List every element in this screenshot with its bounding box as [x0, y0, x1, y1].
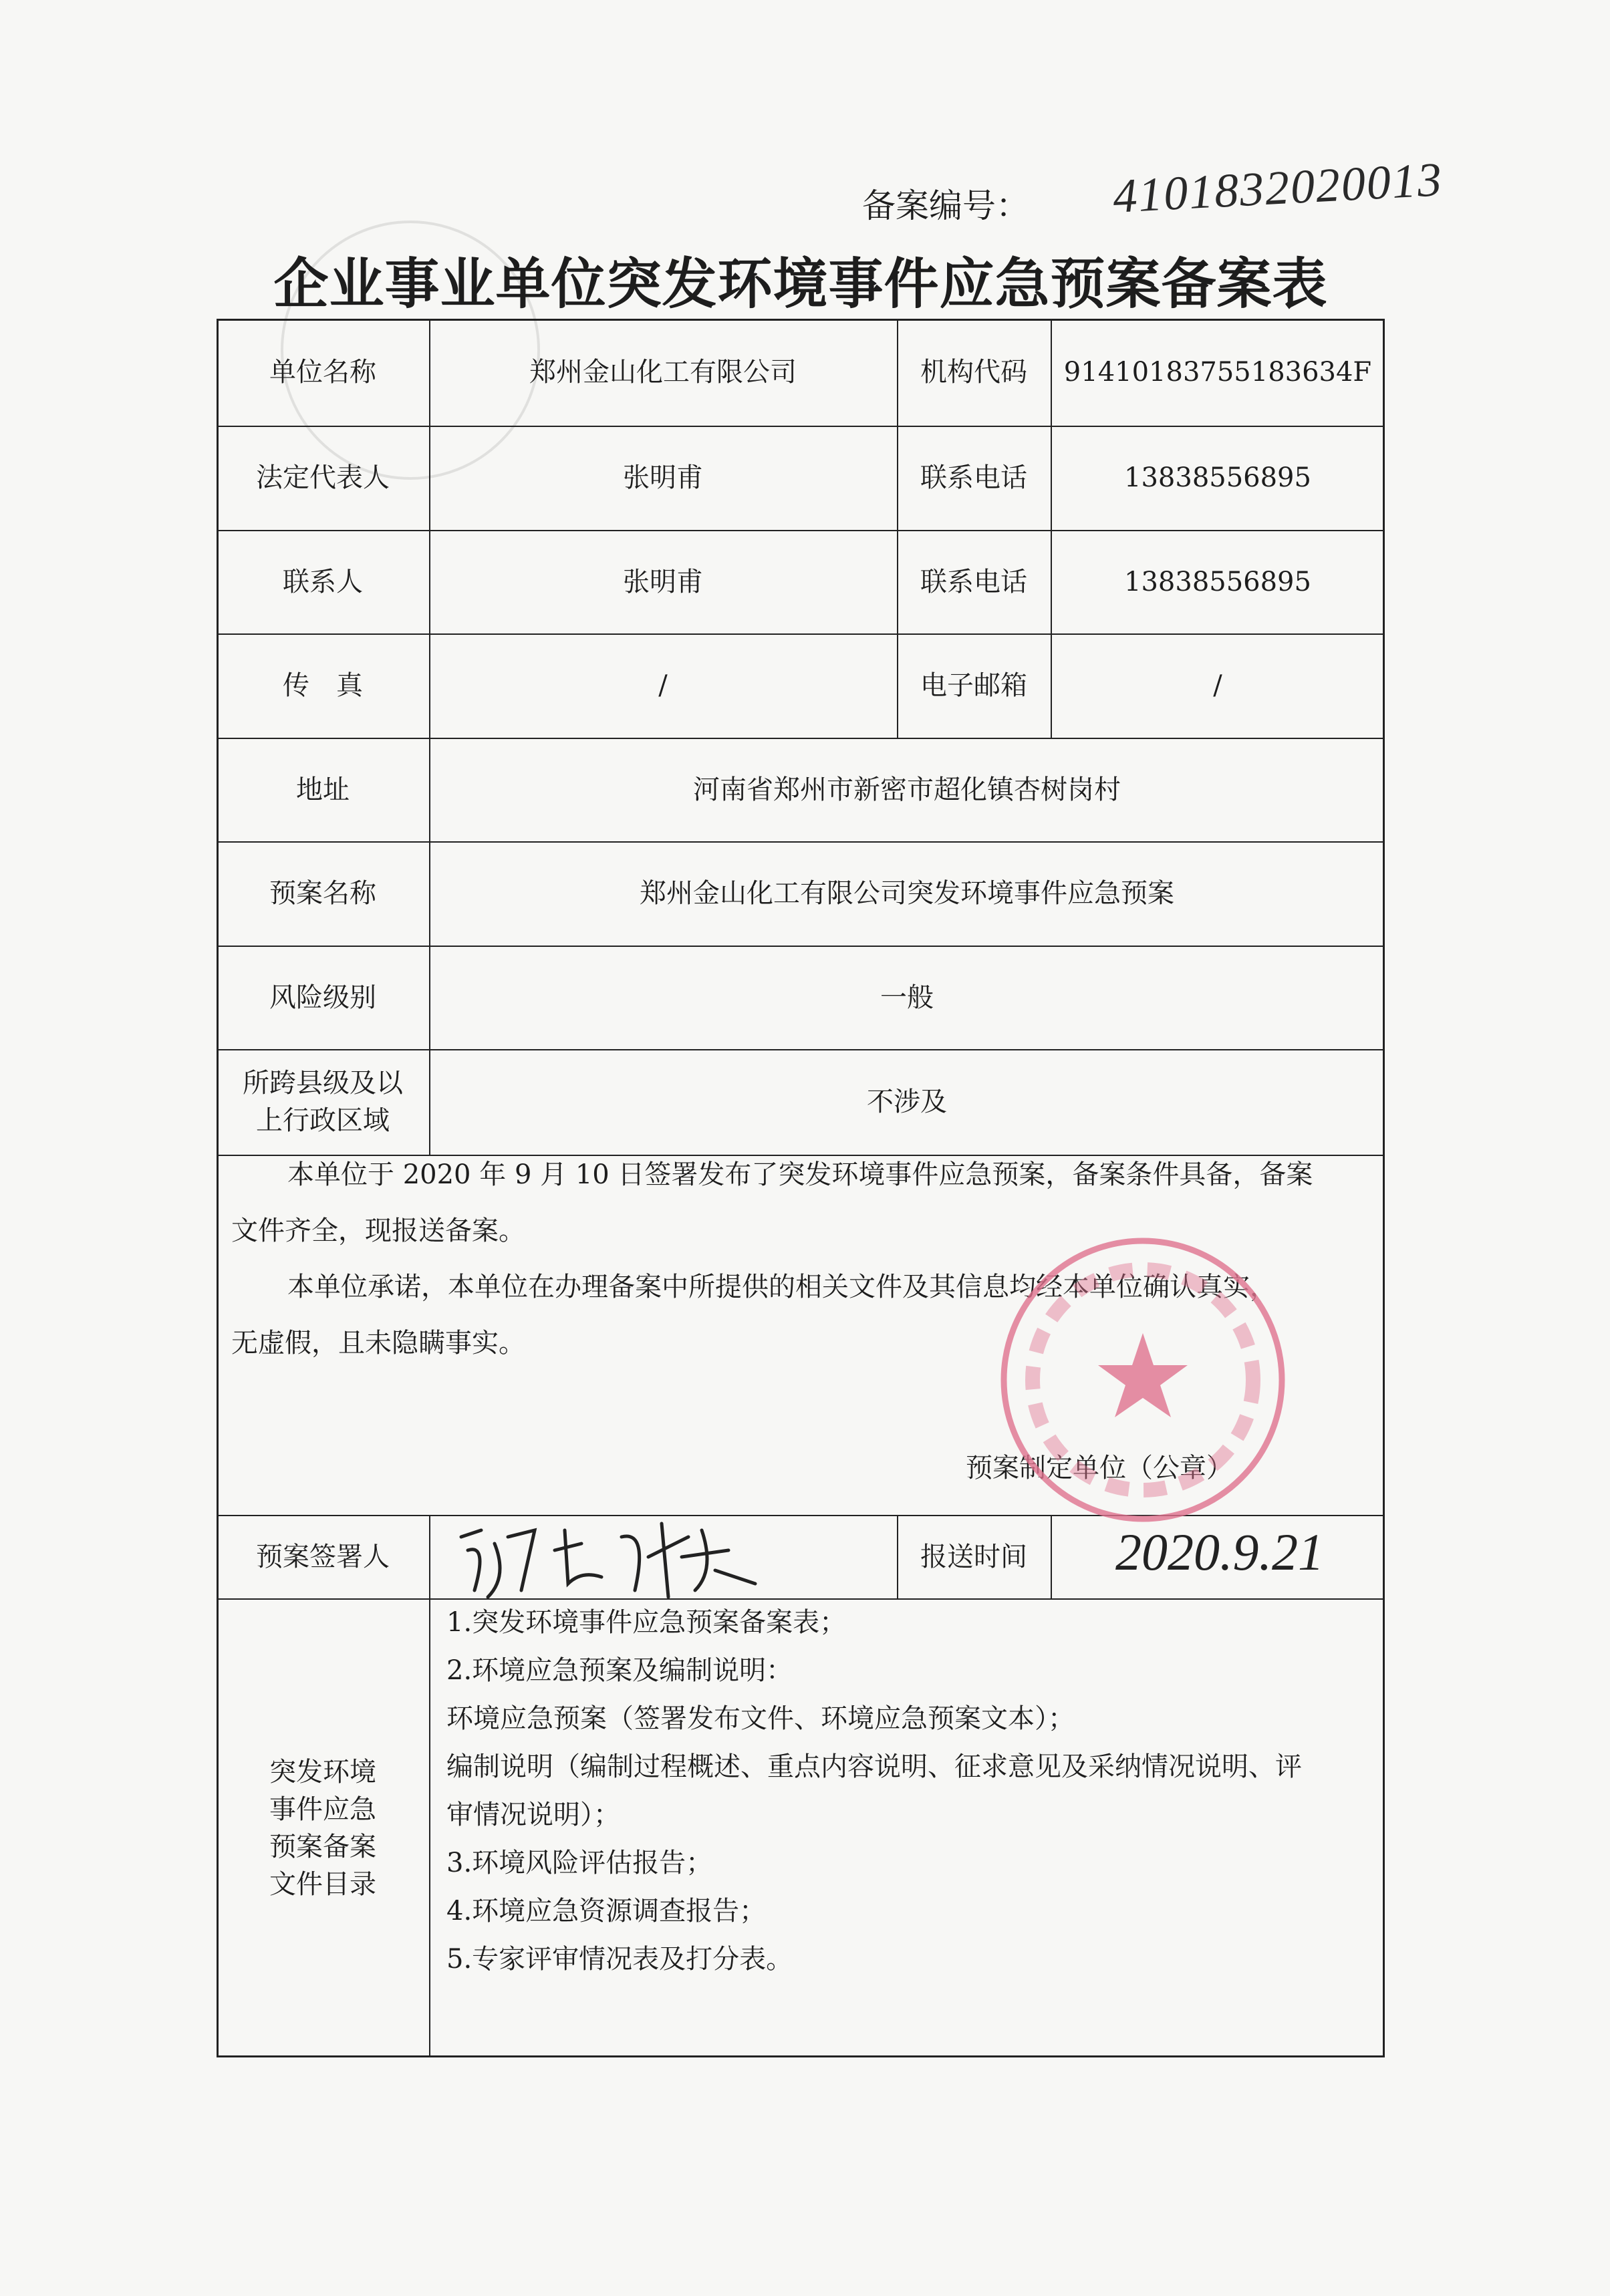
- contact-value: 张明甫: [623, 566, 703, 597]
- legal-rep-label: 法定代表人: [256, 462, 390, 493]
- statement-line-1: 本单位于 2020 年 9 月 10 日签署发布了突发环境事件应急预案，备案条件具备，备案: [287, 1159, 1313, 1190]
- plan-name-label: 预案名称: [269, 878, 376, 909]
- catalog-item: 3.环境风险评估报告；: [446, 1848, 713, 1878]
- email-label: 电子邮箱: [920, 670, 1027, 701]
- seal-star-icon: [1098, 1333, 1188, 1417]
- phone-label-1: 联系电话: [920, 462, 1027, 493]
- catalog-list: [446, 1598, 1375, 1983]
- risk-level-label: 风险级别: [269, 982, 376, 1013]
- statement-line-2: 文件齐全，现报送备案。: [231, 1215, 525, 1246]
- filing-number-label: 备案编号：: [862, 186, 1029, 225]
- org-code-value: 91410183755183634F: [1063, 357, 1372, 388]
- catalog-item: 审情况说明）；: [446, 1800, 620, 1830]
- phone-value-1: 13838556895: [1124, 462, 1311, 493]
- cross-region-label-line1: 所跨县级及以: [243, 1068, 403, 1099]
- unit-name-label: 单位名称: [269, 357, 376, 388]
- fax-label: 传 真: [283, 670, 363, 701]
- cross-region-value: 不涉及: [867, 1087, 947, 1117]
- statement-line-4: 无虚假，且未隐瞒事实。: [231, 1328, 525, 1358]
- cross-region-label-line2: 上行政区域: [256, 1105, 390, 1136]
- cross-region-label: [217, 1049, 429, 1155]
- company-seal: [996, 1233, 1290, 1527]
- catalog-label-line: 预案备案: [269, 1831, 376, 1862]
- submit-time-value: 2020.9.21: [1115, 1522, 1324, 1581]
- org-code-label: 机构代码: [920, 357, 1027, 388]
- phone-value-2: 13838556895: [1124, 566, 1311, 597]
- address-value: 河南省郑州市新密市超化镇杏树岗村: [693, 774, 1121, 805]
- unit-name-value: 郑州金山化工有限公司: [529, 357, 797, 388]
- catalog-item: 编制说明（编制过程概述、重点内容说明、征求意见及采纳情况说明、评: [446, 1751, 1302, 1782]
- catalog-item: 5.专家评审情况表及打分表。: [446, 1944, 793, 1975]
- catalog-label-line: 文件目录: [269, 1868, 376, 1900]
- phone-label-2: 联系电话: [920, 566, 1027, 597]
- seal-caption: 预案制定单位（公章）: [966, 1453, 1233, 1483]
- page-title: 企业事业单位突发环境事件应急预案备案表: [273, 253, 1328, 316]
- catalog-item: 2.环境应急预案及编制说明：: [446, 1655, 793, 1686]
- contact-label: 联系人: [283, 566, 363, 597]
- email-value: /: [1213, 670, 1222, 701]
- risk-level-value: 一般: [880, 982, 934, 1013]
- filing-number-handwritten: 4101832020013: [1111, 152, 1444, 223]
- catalog-item: 4.环境应急资源调查报告；: [446, 1896, 767, 1926]
- plan-name-value: 郑州金山化工有限公司突发环境事件应急预案: [640, 878, 1174, 909]
- catalog-label: [217, 1598, 429, 2057]
- catalog-label-line: 突发环境: [269, 1756, 376, 1787]
- catalog-item: 环境应急预案（签署发布文件、环境应急预案文本）；: [446, 1703, 1075, 1734]
- table-rule: [1051, 1515, 1052, 1598]
- submit-time-label: 报送时间: [920, 1541, 1027, 1572]
- signer-label: 预案签署人: [256, 1541, 390, 1572]
- address-label: 地址: [296, 774, 350, 805]
- fax-value: /: [658, 670, 668, 701]
- table-rule: [429, 1515, 430, 2057]
- signer-signature: [448, 1510, 795, 1604]
- legal-rep-value: 张明甫: [623, 462, 703, 493]
- catalog-item: 1.突发环境事件应急预案备案表；: [446, 1607, 847, 1638]
- catalog-label-line: 事件应急: [269, 1793, 376, 1825]
- statement-line-3: 本单位承诺，本单位在办理备案中所提供的相关文件及其信息均经本单位确认真实，: [287, 1272, 1277, 1302]
